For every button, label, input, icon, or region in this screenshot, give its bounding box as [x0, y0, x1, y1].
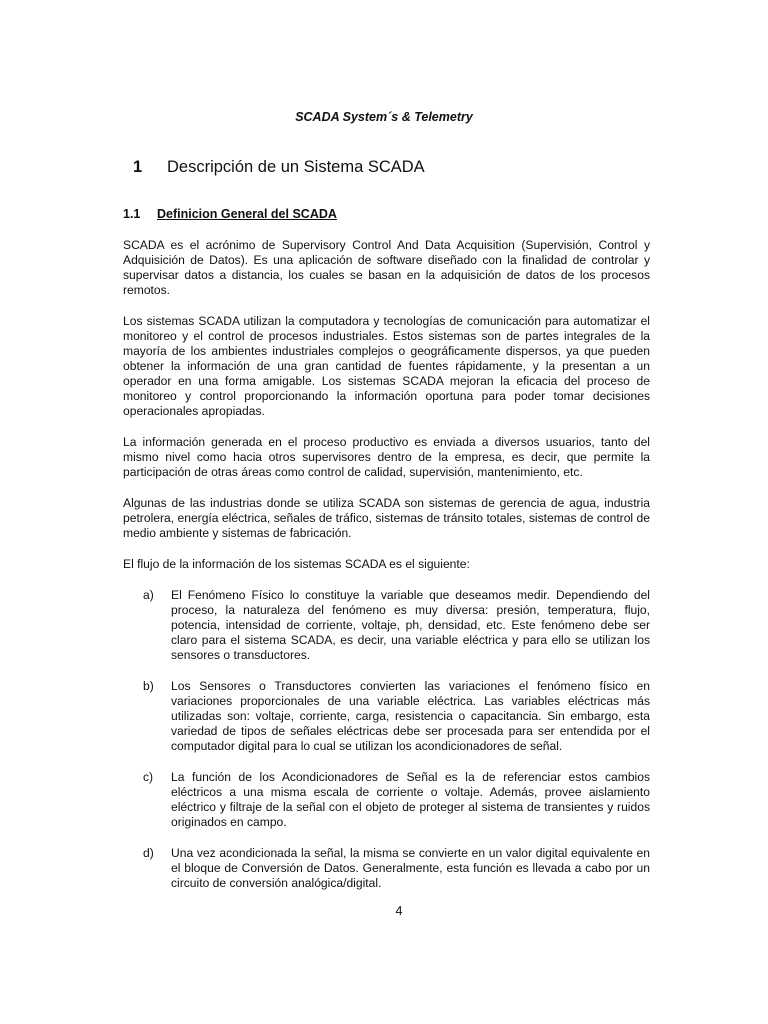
list-marker: c)	[143, 770, 154, 784]
list-item	[123, 679, 650, 754]
chapter-number: 1	[133, 158, 143, 176]
list-item	[123, 588, 650, 663]
section-title: Definicion General del SCADA	[157, 207, 337, 221]
paragraph: La información generada en el proceso productivo es enviada a diversos usuarios, tanto del mismo nivel como hacia otros supervisores dentro de la empresa, es decir, que permite la participación de otras áreas como control de calidad, supervisión, mantenimiento, etc.	[123, 435, 650, 479]
section-number: 1.1	[123, 207, 141, 221]
paragraph: El flujo de la información de los sistemas SCADA es el siguiente:	[123, 557, 470, 571]
list-item	[123, 770, 650, 830]
chapter-title: Descripción de un Sistema SCADA	[167, 158, 425, 176]
body-content	[123, 238, 650, 907]
list-marker: b)	[143, 679, 154, 693]
paragraph: SCADA es el acrónimo de Supervisory Control And Data Acquisition (Supervisión, Control y Adquisición de Datos). Es una aplicación de software diseñado con la finalidad de controlar y supervisar datos a distancia, los cuales se basan en la adquisición de datos de los procesos remotos.	[123, 238, 650, 297]
list-item	[123, 846, 650, 891]
paragraph: Los sistemas SCADA utilizan la computadora y tecnologías de comunicación para automatizar el monitoreo y el control de procesos industriales. Estos sistemas son de partes integrales de la mayoría de los ambientes industriales complejos o geográficamente dispersos, ya que pueden obtener la información de una gran cantidad de fuentes rápidamente, y la presentan a un operador en una forma amigable. Los sistemas SCADA mejoran la eficacia del proceso de monitoreo y control proporcionando la información oportuna para poder tomar decisiones operacionales apropiadas.	[123, 314, 650, 418]
list-marker: a)	[143, 588, 154, 602]
chapter-heading	[133, 158, 425, 177]
running-title: SCADA System´s & Telemetry	[295, 110, 473, 124]
list-item-text: El Fenómeno Físico lo constituye la variable que deseamos medir. Dependiendo del proceso, la naturaleza del fenómeno es muy diversa: presión, temperatura, flujo, potencia, intensidad de corriente, voltaje, ph, densidad, etc. Este fenómeno debe ser claro para el sistema SCADA, es decir, una variable eléctrica y para ello se utilizan los sensores o transductores.	[171, 588, 650, 662]
paragraph: Algunas de las industrias donde se utiliza SCADA son sistemas de gerencia de agua, industria petrolera, energía eléctrica, señales de tráfico, sistemas de tránsito totales, sistemas de control de medio ambiente y sistemas de fabricación.	[123, 496, 650, 540]
page-number: 4	[395, 904, 403, 918]
list-item-text: Una vez acondicionada la señal, la misma se convierte en un valor digital equivalente en el bloque de Conversión de Datos. Generalmente, esta función es llevada a cabo por un circuito de conversión analógica/digital.	[171, 846, 650, 890]
list-marker: d)	[143, 846, 154, 860]
list-item-text: La función de los Acondicionadores de Señal es la de referenciar estos cambios eléctricos a una misma escala de corriente o voltaje. Además, provee aislamiento eléctrico y filtraje de la señal con el objeto de proteger al sistema de transientes y ruidos originados en campo.	[171, 770, 650, 829]
list-item-text: Los Sensores o Transductores convierten las variaciones el fenómeno físico en variaciones proporcionales de una variable eléctrica. Las variables eléctricas más utilizadas son: voltaje, corriente, carga, resistencia o capacitancia. Sin embargo, esta variedad de tipos de señales eléctricas debe ser procesada para ser entendida por el computador digital para lo cual se utilizan los acondicionadores de señal.	[171, 679, 650, 753]
section-heading	[123, 207, 337, 221]
